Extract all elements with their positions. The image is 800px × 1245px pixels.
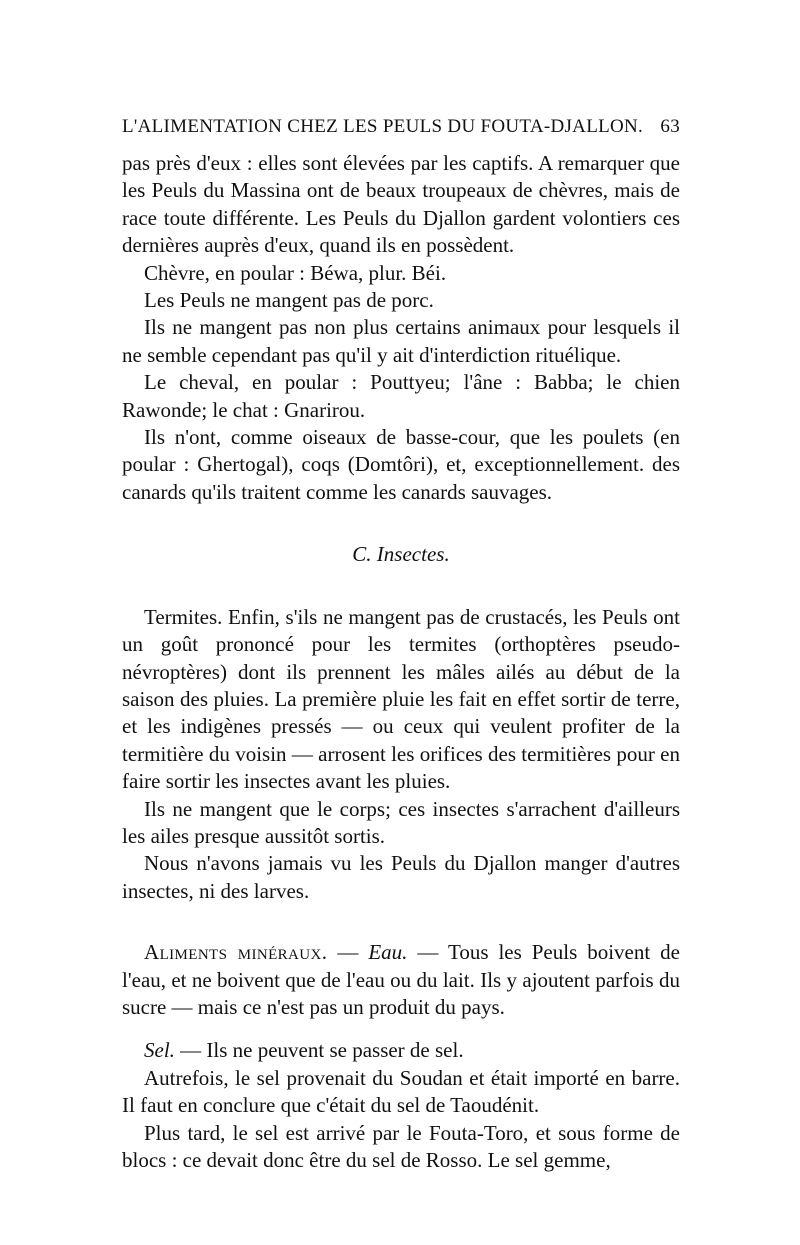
sel-paragraph bbox=[122, 1037, 680, 1064]
paragraph: Chèvre, en poular : Béwa, plur. Béi. bbox=[144, 260, 447, 285]
paragraph: Ils n'ont, comme oiseaux de basse-cour, que les poulets (en poular : Ghertogal), coqs (Domtôri), et, exceptionnellement. des canards qu'ils traitent comme les canards sauvages. bbox=[122, 425, 680, 504]
eau-text: — Tous les Peuls boivent de l'eau, et ne boivent que de l'eau ou du lait. Ils y ajoutent parfois du sucre — mais ce n'est pas un produit du pays. bbox=[122, 940, 680, 1019]
page-body bbox=[122, 150, 680, 1174]
minerals-label: Aliments minéraux. bbox=[144, 940, 328, 965]
running-title: L'ALIMENTATION CHEZ LES PEULS DU FOUTA-DJALLON. bbox=[122, 116, 644, 137]
paragraph: Nous n'avons jamais vu les Peuls du Djallon manger d'autres insectes, ni des larves. bbox=[122, 851, 680, 903]
paragraph: pas près d'eux : elles sont élevées par les captifs. A remarquer que les Peuls du Massina ont de beaux troupeaux de chèvres, mais de race toute différente. Les Peuls du Djallon gardent volontiers ces dernières auprès d'eux, quand ils en possèdent. bbox=[122, 151, 680, 258]
section-heading: C. Insectes. bbox=[352, 542, 450, 567]
paragraph: Ils ne mangent pas non plus certains animaux pour lesquels il ne semble cependant pas qu'il y ait d'interdiction rituélique. bbox=[122, 315, 680, 367]
paragraph: Termites. Enfin, s'ils ne mangent pas de crustacés, les Peuls ont un goût prononcé pour les termites (orthoptères pseudo-névroptères) dont ils prennent les mâles ailés au début de la saison des pluies. La première pluie les fait en effet sortir de terre, et les indigènes pressés — ou ceux qui veulent profiter de la termitière du voisin — arrosent les orifices des termitières pour en faire sortir les insectes avant les pluies. bbox=[122, 604, 680, 794]
paragraph: Autrefois, le sel provenait du Soudan et était importé en barre. Il faut en conclure que c'était du sel de Taoudénit. bbox=[122, 1065, 680, 1118]
minerals-paragraph bbox=[122, 939, 680, 1021]
eau-label: Eau. bbox=[368, 940, 408, 965]
dash: — bbox=[327, 940, 369, 965]
paragraph: Les Peuls ne mangent pas de porc. bbox=[144, 288, 434, 313]
paragraph: Ils ne mangent que le corps; ces insectes s'arrachent d'ailleurs les ailes presque aussitôt sortis. bbox=[122, 796, 680, 848]
page-number: 63 bbox=[660, 116, 680, 137]
paragraph: Plus tard, le sel est arrivé par le Fouta-Toro, et sous forme de blocs : ce devait donc être du sel de Rosso. Le sel gemme, bbox=[122, 1120, 680, 1172]
paragraph: Le cheval, en poular : Pouttyeu; l'âne : Babba; le chien Rawonde; le chat : Gnarirou. bbox=[122, 370, 680, 422]
page-header bbox=[122, 116, 680, 138]
sel-label: Sel. bbox=[144, 1038, 175, 1063]
sel-text: — Ils ne peuvent se passer de sel. bbox=[174, 1038, 464, 1063]
